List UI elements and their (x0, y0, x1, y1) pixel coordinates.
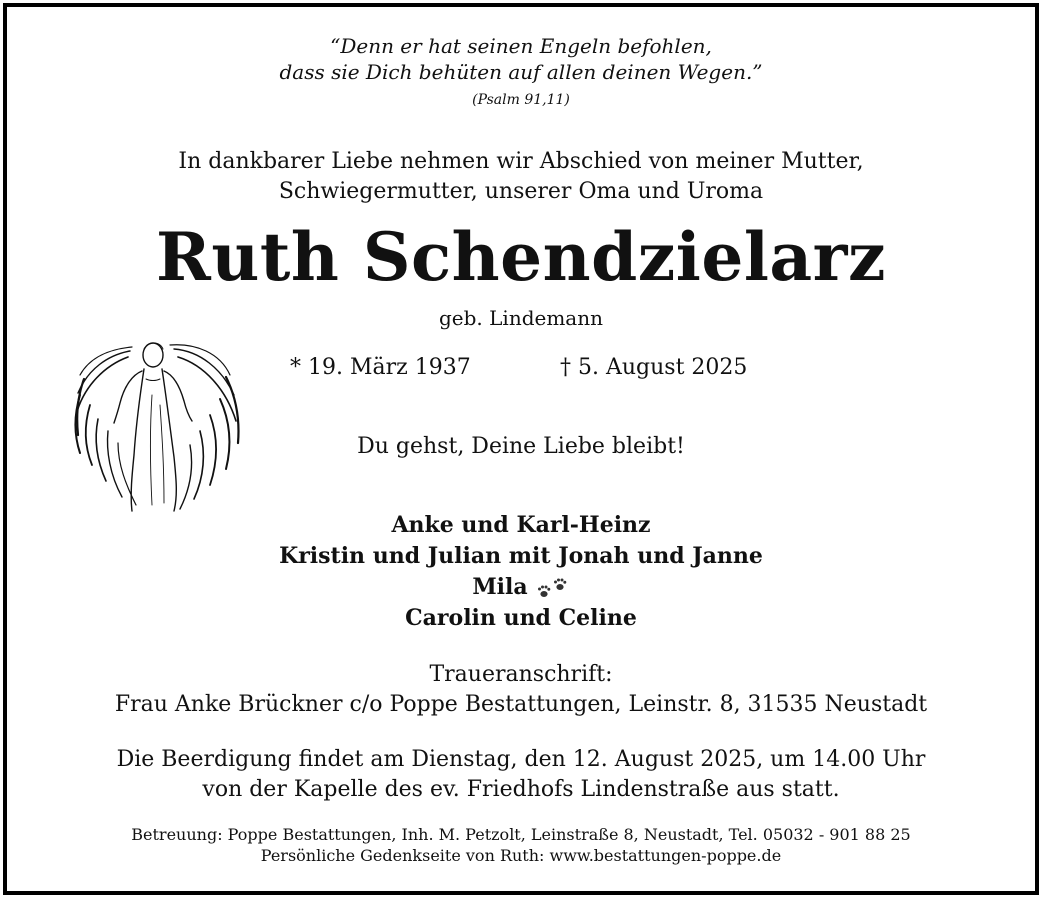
birth-date: * 19. März 1937 (290, 355, 471, 380)
angel-icon (70, 335, 250, 515)
mourner-line-2: Kristin und Julian mit Jonah und Janne (279, 543, 763, 569)
mourner-name-mila: Mila (472, 574, 528, 600)
intro-line-2: Schwiegermutter, unserer Oma und Uroma (278, 179, 764, 204)
mourner-line-4: Carolin und Celine (405, 605, 637, 631)
death-date: † 5. August 2025 (560, 355, 748, 380)
quote-line-2: dass sie Dich behüten auf allen deinen Wegen.” (279, 60, 763, 84)
funeral-line-1: Die Beerdigung findet am Dienstag, den 12. August 2025, um 14.00 Uhr (116, 747, 926, 772)
mourner-line-1: Anke und Karl-Heinz (391, 512, 651, 538)
quote-line-1: “Denn er hat seinen Engeln befohlen, (330, 34, 712, 58)
motto: Du gehst, Deine Liebe bleibt! (357, 434, 685, 459)
deceased-name: Ruth Schendzielarz (156, 218, 886, 296)
address-label: Traueranschrift: (429, 662, 613, 687)
birth-name: geb. Lindemann (438, 306, 603, 330)
funeral-line-2: von der Kapelle des ev. Friedhofs Lindenstraße aus statt. (202, 777, 840, 802)
footer-line-1: Betreuung: Poppe Bestattungen, Inh. M. Petzolt, Leinstraße 8, Neustadt, Tel. 05032 - 901 88 25 (131, 825, 911, 844)
footer-line-2: Persönliche Gedenkseite von Ruth: www.bestattungen-poppe.de (260, 846, 782, 865)
address-value: Frau Anke Brückner c/o Poppe Bestattungen, Leinstr. 8, 31535 Neustadt (114, 692, 928, 717)
quote-source: (Psalm 91,11) (472, 92, 570, 108)
intro-line-1: In dankbarer Liebe nehmen wir Abschied von meiner Mutter, (178, 149, 864, 174)
mourner-line-3 (0, 572, 1042, 603)
paw-prints-icon (536, 576, 570, 600)
